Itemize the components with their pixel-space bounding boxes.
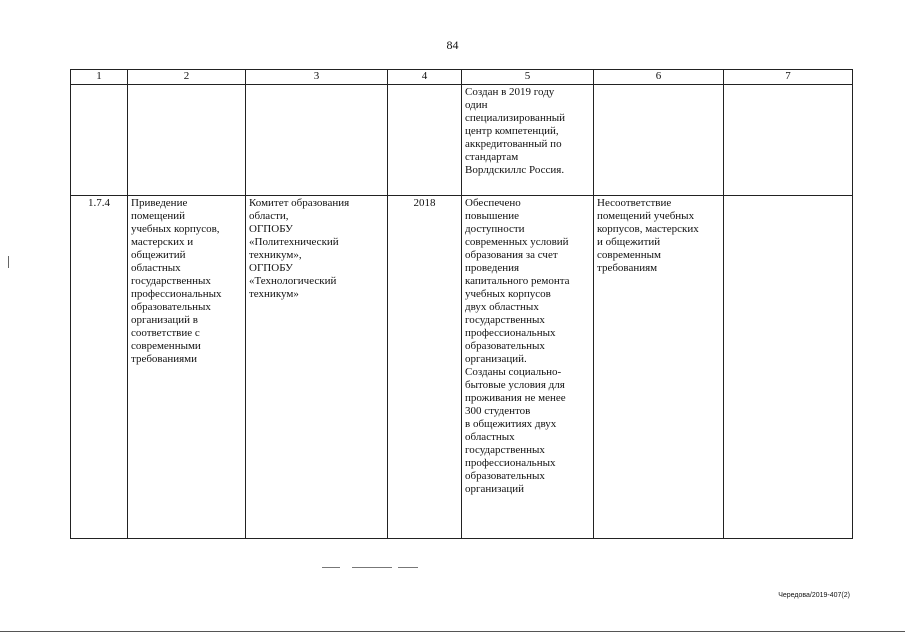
cell-problem: Несоответствие помещений учебных корпусов, мастерских и общежитий современным требованиям xyxy=(594,196,724,539)
column-header: 1 xyxy=(71,70,128,85)
cell-num: 1.7.4 xyxy=(71,196,128,539)
scan-edge-line xyxy=(0,631,905,632)
column-header: 5 xyxy=(462,70,594,85)
table-row xyxy=(71,85,853,196)
column-header: 4 xyxy=(388,70,462,85)
column-header: 7 xyxy=(724,70,853,85)
cell-num xyxy=(71,85,128,196)
cell-problem xyxy=(594,85,724,196)
table-row xyxy=(71,196,853,539)
column-header: 2 xyxy=(128,70,246,85)
cell-name xyxy=(128,85,246,196)
cell-responsible: Комитет образования области, ОГПОБУ «Политехнический техникум», ОГПОБУ «Технологический техникум» xyxy=(246,196,388,539)
scan-artifact xyxy=(352,567,392,568)
page-number: 84 xyxy=(446,38,459,52)
cell-result: Создан в 2019 году один специализированный центр компетенций, аккредитованный по стандартам Ворлдскиллс Россия. xyxy=(462,85,594,196)
column-header: 6 xyxy=(594,70,724,85)
cell-year xyxy=(388,85,462,196)
column-header: 3 xyxy=(246,70,388,85)
cell-result: Обеспечено повышение доступности современных условий образования за счет проведения капитального ремонта учебных корпусов двух областных государственных профессиональных образовательных организаций. Созданы социально- бытовые условия для проживания не менее 300 студентов в общежитиях двух областных государственных профессиональных образовательных организаций xyxy=(462,196,594,539)
cell-name: Приведение помещений учебных корпусов, мастерских и общежитий областных государственных профессиональных образовательных организаций в соответствие с современными требованиями xyxy=(128,196,246,539)
cell-note xyxy=(724,85,853,196)
cell-year: 2018 xyxy=(388,196,462,539)
cell-responsible xyxy=(246,85,388,196)
scan-artifact xyxy=(322,567,340,568)
main-table xyxy=(70,69,853,539)
scan-artifact xyxy=(8,256,9,268)
scan-artifact xyxy=(398,567,418,568)
document-reference: Чередова/2019-407(2) xyxy=(778,592,850,599)
header-row xyxy=(71,70,853,85)
cell-note xyxy=(724,196,853,539)
